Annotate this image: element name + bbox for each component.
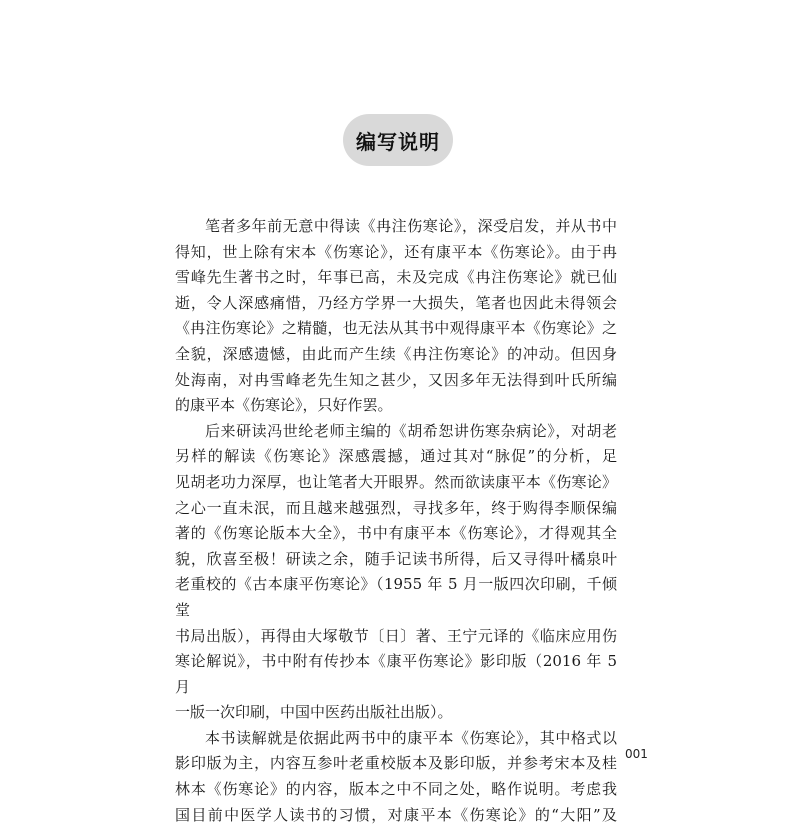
text-line: 全貌，深感遗憾，由此而产生续《冉注伤寒论》的冲动。但因身: [175, 344, 617, 363]
text-line: 之心一直未泯，而且越来越强烈，寻找多年，终于购得李顺保编: [175, 498, 617, 517]
text-line: 林本《伤寒论》的内容，版本之中不同之处，略作说明。考虑我: [175, 780, 617, 799]
text-line: 见胡老功力深厚，也让笔者大开眼界。然而欲读康平本《伤寒论》: [175, 472, 617, 491]
text-line: 雪峰先生著书之时，年事已高，未及完成《冉注伤寒论》就已仙: [175, 268, 617, 287]
text-line: 处海南，对冉雪峰老先生知之甚少，又因多年无法得到叶氏所编: [175, 370, 617, 389]
text-line: 老重校的《古本康平伤寒论》（1955 年 5 月一版四次印刷，千倾堂: [175, 575, 617, 619]
text-line: 笔者多年前无意中得读《冉注伤寒论》，深受启发，并从书中: [205, 217, 617, 235]
text-line: 寒论解说》，书中附有传抄本《康平伤寒论》影印版（2016 年 5 月: [175, 652, 617, 696]
title-badge: [343, 114, 453, 166]
text-line: 书局出版），再得由大塚敬节〔日〕著、王宁元译的《临床应用伤: [175, 626, 617, 645]
text-line: 另样的解读《伤寒论》深感震撼，通过其对“脉促”的分析，足: [175, 447, 617, 466]
body-text: [175, 214, 617, 828]
text-line: 一版一次印刷，中国中医药出版社出版）。: [175, 703, 453, 722]
text-line: 影印版为主，内容互参叶老重校版本及影印版，并参考宋本及桂: [175, 754, 617, 773]
text-line: 后来研读冯世纶老师主编的《胡希恕讲伤寒杂病论》，对胡老: [205, 421, 617, 440]
text-line: 逝，令人深感痛惜，乃经方学界一大损失，笔者也因此未得领会: [175, 293, 617, 312]
text-line: 《冉注伤寒论》之精髓，也无法从其书中观得康平本《伤寒论》之: [175, 319, 617, 338]
text-line: 著的《伤寒论版本大全》，书中有康平本《伤寒论》，才得观其全: [175, 524, 617, 543]
text-line: 貌，欣喜至极！研读之余，随手记读书所得，后又寻得叶橘泉叶: [175, 549, 617, 568]
text-line: 本书读解就是依据此两书中的康平本《伤寒论》，其中格式以: [205, 728, 617, 747]
text-line: 国目前中医学人读书的习惯，对康平本《伤寒论》的“大阳”及: [175, 805, 617, 824]
page-title: 编写说明: [356, 129, 440, 154]
text-line: 得知，世上除有宋本《伤寒论》，还有康平本《伤寒论》。由于冉: [175, 242, 617, 261]
page-number: 001: [625, 747, 648, 761]
text-line: 的康平本《伤寒论》，只好作罢。: [175, 396, 393, 415]
